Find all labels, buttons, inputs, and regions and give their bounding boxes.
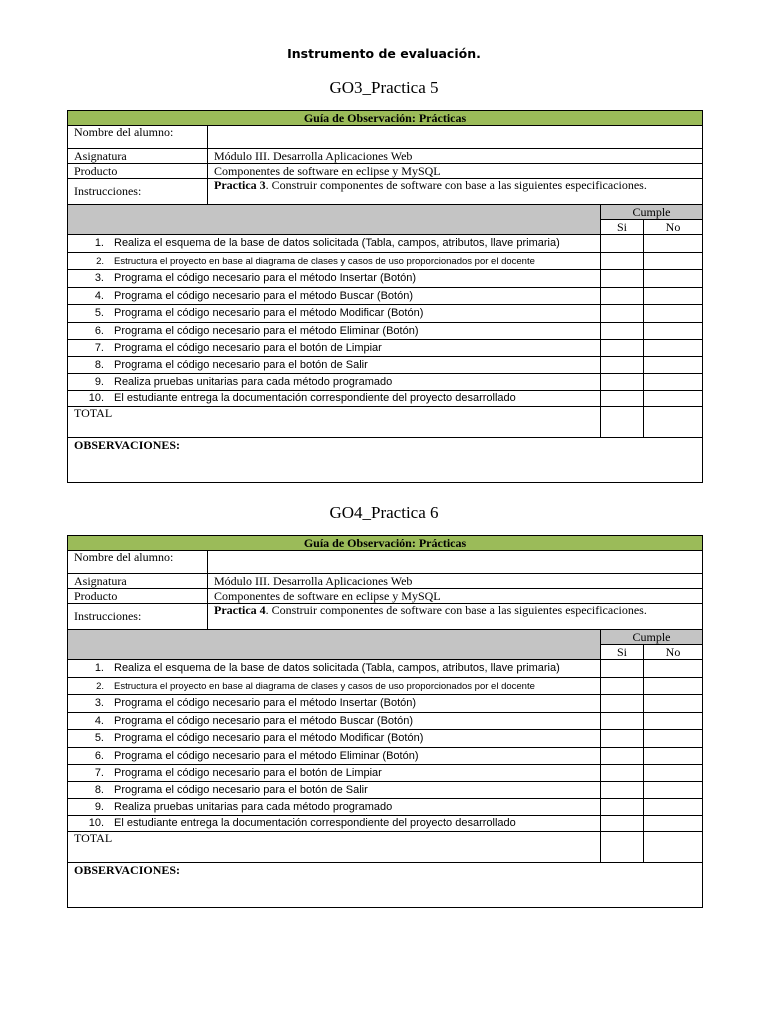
si-header: Si (601, 220, 644, 235)
producto-value: Componentes de software en eclipse y MySQL (208, 164, 703, 179)
si-checkbox[interactable] (601, 816, 644, 832)
criterion-row: 10. El estudiante entrega la documentación correspondiente del proyecto desarrollado (68, 816, 601, 832)
instrucciones-value (208, 179, 703, 205)
si-checkbox[interactable] (601, 253, 644, 270)
practica-label: Practica 4 (214, 603, 266, 617)
si-checkbox[interactable] (601, 340, 644, 357)
instrucciones-text: . Construir componentes de software con base a las siguientes especificaciones. (265, 178, 647, 192)
si-checkbox[interactable] (601, 730, 644, 748)
asignatura-value: Módulo III. Desarrolla Aplicaciones Web (208, 149, 703, 164)
criterion-row: 5. Programa el código necesario para el método Modificar (Botón) (68, 305, 601, 323)
no-checkbox[interactable] (644, 235, 703, 253)
no-checkbox[interactable] (644, 695, 703, 713)
no-checkbox[interactable] (644, 748, 703, 765)
criterion-row: 4. Programa el código necesario para el método Buscar (Botón) (68, 713, 601, 730)
observation-guide-table (67, 110, 703, 483)
no-header: No (644, 645, 703, 660)
si-checkbox[interactable] (601, 288, 644, 305)
no-checkbox[interactable] (644, 799, 703, 816)
criteria-header (68, 205, 601, 235)
guide-header: Guía de Observación: Prácticas (68, 111, 703, 126)
asignatura-label: Asignatura (68, 574, 208, 589)
si-checkbox[interactable] (601, 270, 644, 288)
si-checkbox[interactable] (601, 374, 644, 391)
no-checkbox[interactable] (644, 340, 703, 357)
no-checkbox[interactable] (644, 391, 703, 407)
total-label: TOTAL (68, 832, 601, 863)
si-checkbox[interactable] (601, 660, 644, 678)
si-checkbox[interactable] (601, 782, 644, 799)
criterion-row: 6. Programa el código necesario para el método Eliminar (Botón) (68, 323, 601, 340)
si-checkbox[interactable] (601, 678, 644, 695)
no-checkbox[interactable] (644, 713, 703, 730)
si-checkbox[interactable] (601, 323, 644, 340)
observaciones-label[interactable]: OBSERVACIONES: (68, 863, 703, 908)
instrucciones-value (208, 604, 703, 630)
criterion-row: 2. Estructura el proyecto en base al diagrama de clases y casos de uso proporcionados por el docente (68, 253, 601, 270)
practica-label: Practica 3 (214, 178, 266, 192)
instrucciones-text: . Construir componentes de software con base a las siguientes especificaciones. (265, 603, 647, 617)
si-checkbox[interactable] (601, 695, 644, 713)
guide-header: Guía de Observación: Prácticas (68, 536, 703, 551)
criterion-row: 6. Programa el código necesario para el método Eliminar (Botón) (68, 748, 601, 765)
cumple-header: Cumple (601, 630, 703, 645)
no-checkbox[interactable] (644, 323, 703, 340)
no-checkbox[interactable] (644, 660, 703, 678)
no-checkbox[interactable] (644, 288, 703, 305)
instrucciones-label: Instrucciones: (68, 604, 208, 630)
criteria-header (68, 630, 601, 660)
si-checkbox[interactable] (601, 391, 644, 407)
criterion-row: 1. Realiza el esquema de la base de datos solicitada (Tabla, campos, atributos, llave primaria) (68, 660, 601, 678)
no-header: No (644, 220, 703, 235)
si-checkbox[interactable] (601, 799, 644, 816)
criterion-row: 3. Programa el código necesario para el método Insertar (Botón) (68, 270, 601, 288)
criterion-row: 8. Programa el código necesario para el botón de Salir (68, 782, 601, 799)
criterion-row: 2. Estructura el proyecto en base al diagrama de clases y casos de uso proporcionados por el docente (68, 678, 601, 695)
total-no[interactable] (644, 832, 703, 863)
criterion-row: 3. Programa el código necesario para el método Insertar (Botón) (68, 695, 601, 713)
criterion-row: 5. Programa el código necesario para el método Modificar (Botón) (68, 730, 601, 748)
criterion-row: 8. Programa el código necesario para el botón de Salir (68, 357, 601, 374)
section-title: GO3_Practica 5 (329, 78, 439, 97)
observation-guide-table (67, 535, 703, 908)
criterion-row: 4. Programa el código necesario para el método Buscar (Botón) (68, 288, 601, 305)
si-checkbox[interactable] (601, 748, 644, 765)
no-checkbox[interactable] (644, 253, 703, 270)
observaciones-label[interactable]: OBSERVACIONES: (68, 438, 703, 483)
total-no[interactable] (644, 407, 703, 438)
no-checkbox[interactable] (644, 816, 703, 832)
nombre-field[interactable] (208, 551, 703, 574)
criterion-row: 9. Realiza pruebas unitarias para cada método programado (68, 374, 601, 391)
si-checkbox[interactable] (601, 235, 644, 253)
nombre-label: Nombre del alumno: (68, 126, 208, 149)
cumple-header: Cumple (601, 205, 703, 220)
section-title: GO4_Practica 6 (329, 503, 439, 522)
si-checkbox[interactable] (601, 765, 644, 782)
no-checkbox[interactable] (644, 270, 703, 288)
criterion-row: 1. Realiza el esquema de la base de datos solicitada (Tabla, campos, atributos, llave primaria) (68, 235, 601, 253)
document-title: Instrumento de evaluación. (287, 46, 481, 61)
total-label: TOTAL (68, 407, 601, 438)
no-checkbox[interactable] (644, 374, 703, 391)
producto-label: Producto (68, 164, 208, 179)
no-checkbox[interactable] (644, 678, 703, 695)
criterion-row: 9. Realiza pruebas unitarias para cada método programado (68, 799, 601, 816)
no-checkbox[interactable] (644, 765, 703, 782)
si-checkbox[interactable] (601, 713, 644, 730)
si-checkbox[interactable] (601, 305, 644, 323)
criterion-row: 7. Programa el código necesario para el botón de Limpiar (68, 340, 601, 357)
no-checkbox[interactable] (644, 730, 703, 748)
asignatura-value: Módulo III. Desarrolla Aplicaciones Web (208, 574, 703, 589)
si-checkbox[interactable] (601, 357, 644, 374)
total-si[interactable] (601, 832, 644, 863)
asignatura-label: Asignatura (68, 149, 208, 164)
total-si[interactable] (601, 407, 644, 438)
criterion-row: 10. El estudiante entrega la documentación correspondiente del proyecto desarrollado (68, 391, 601, 407)
no-checkbox[interactable] (644, 305, 703, 323)
no-checkbox[interactable] (644, 782, 703, 799)
criterion-row: 7. Programa el código necesario para el botón de Limpiar (68, 765, 601, 782)
producto-value: Componentes de software en eclipse y MySQL (208, 589, 703, 604)
si-header: Si (601, 645, 644, 660)
nombre-field[interactable] (208, 126, 703, 149)
nombre-label: Nombre del alumno: (68, 551, 208, 574)
no-checkbox[interactable] (644, 357, 703, 374)
instrucciones-label: Instrucciones: (68, 179, 208, 205)
producto-label: Producto (68, 589, 208, 604)
